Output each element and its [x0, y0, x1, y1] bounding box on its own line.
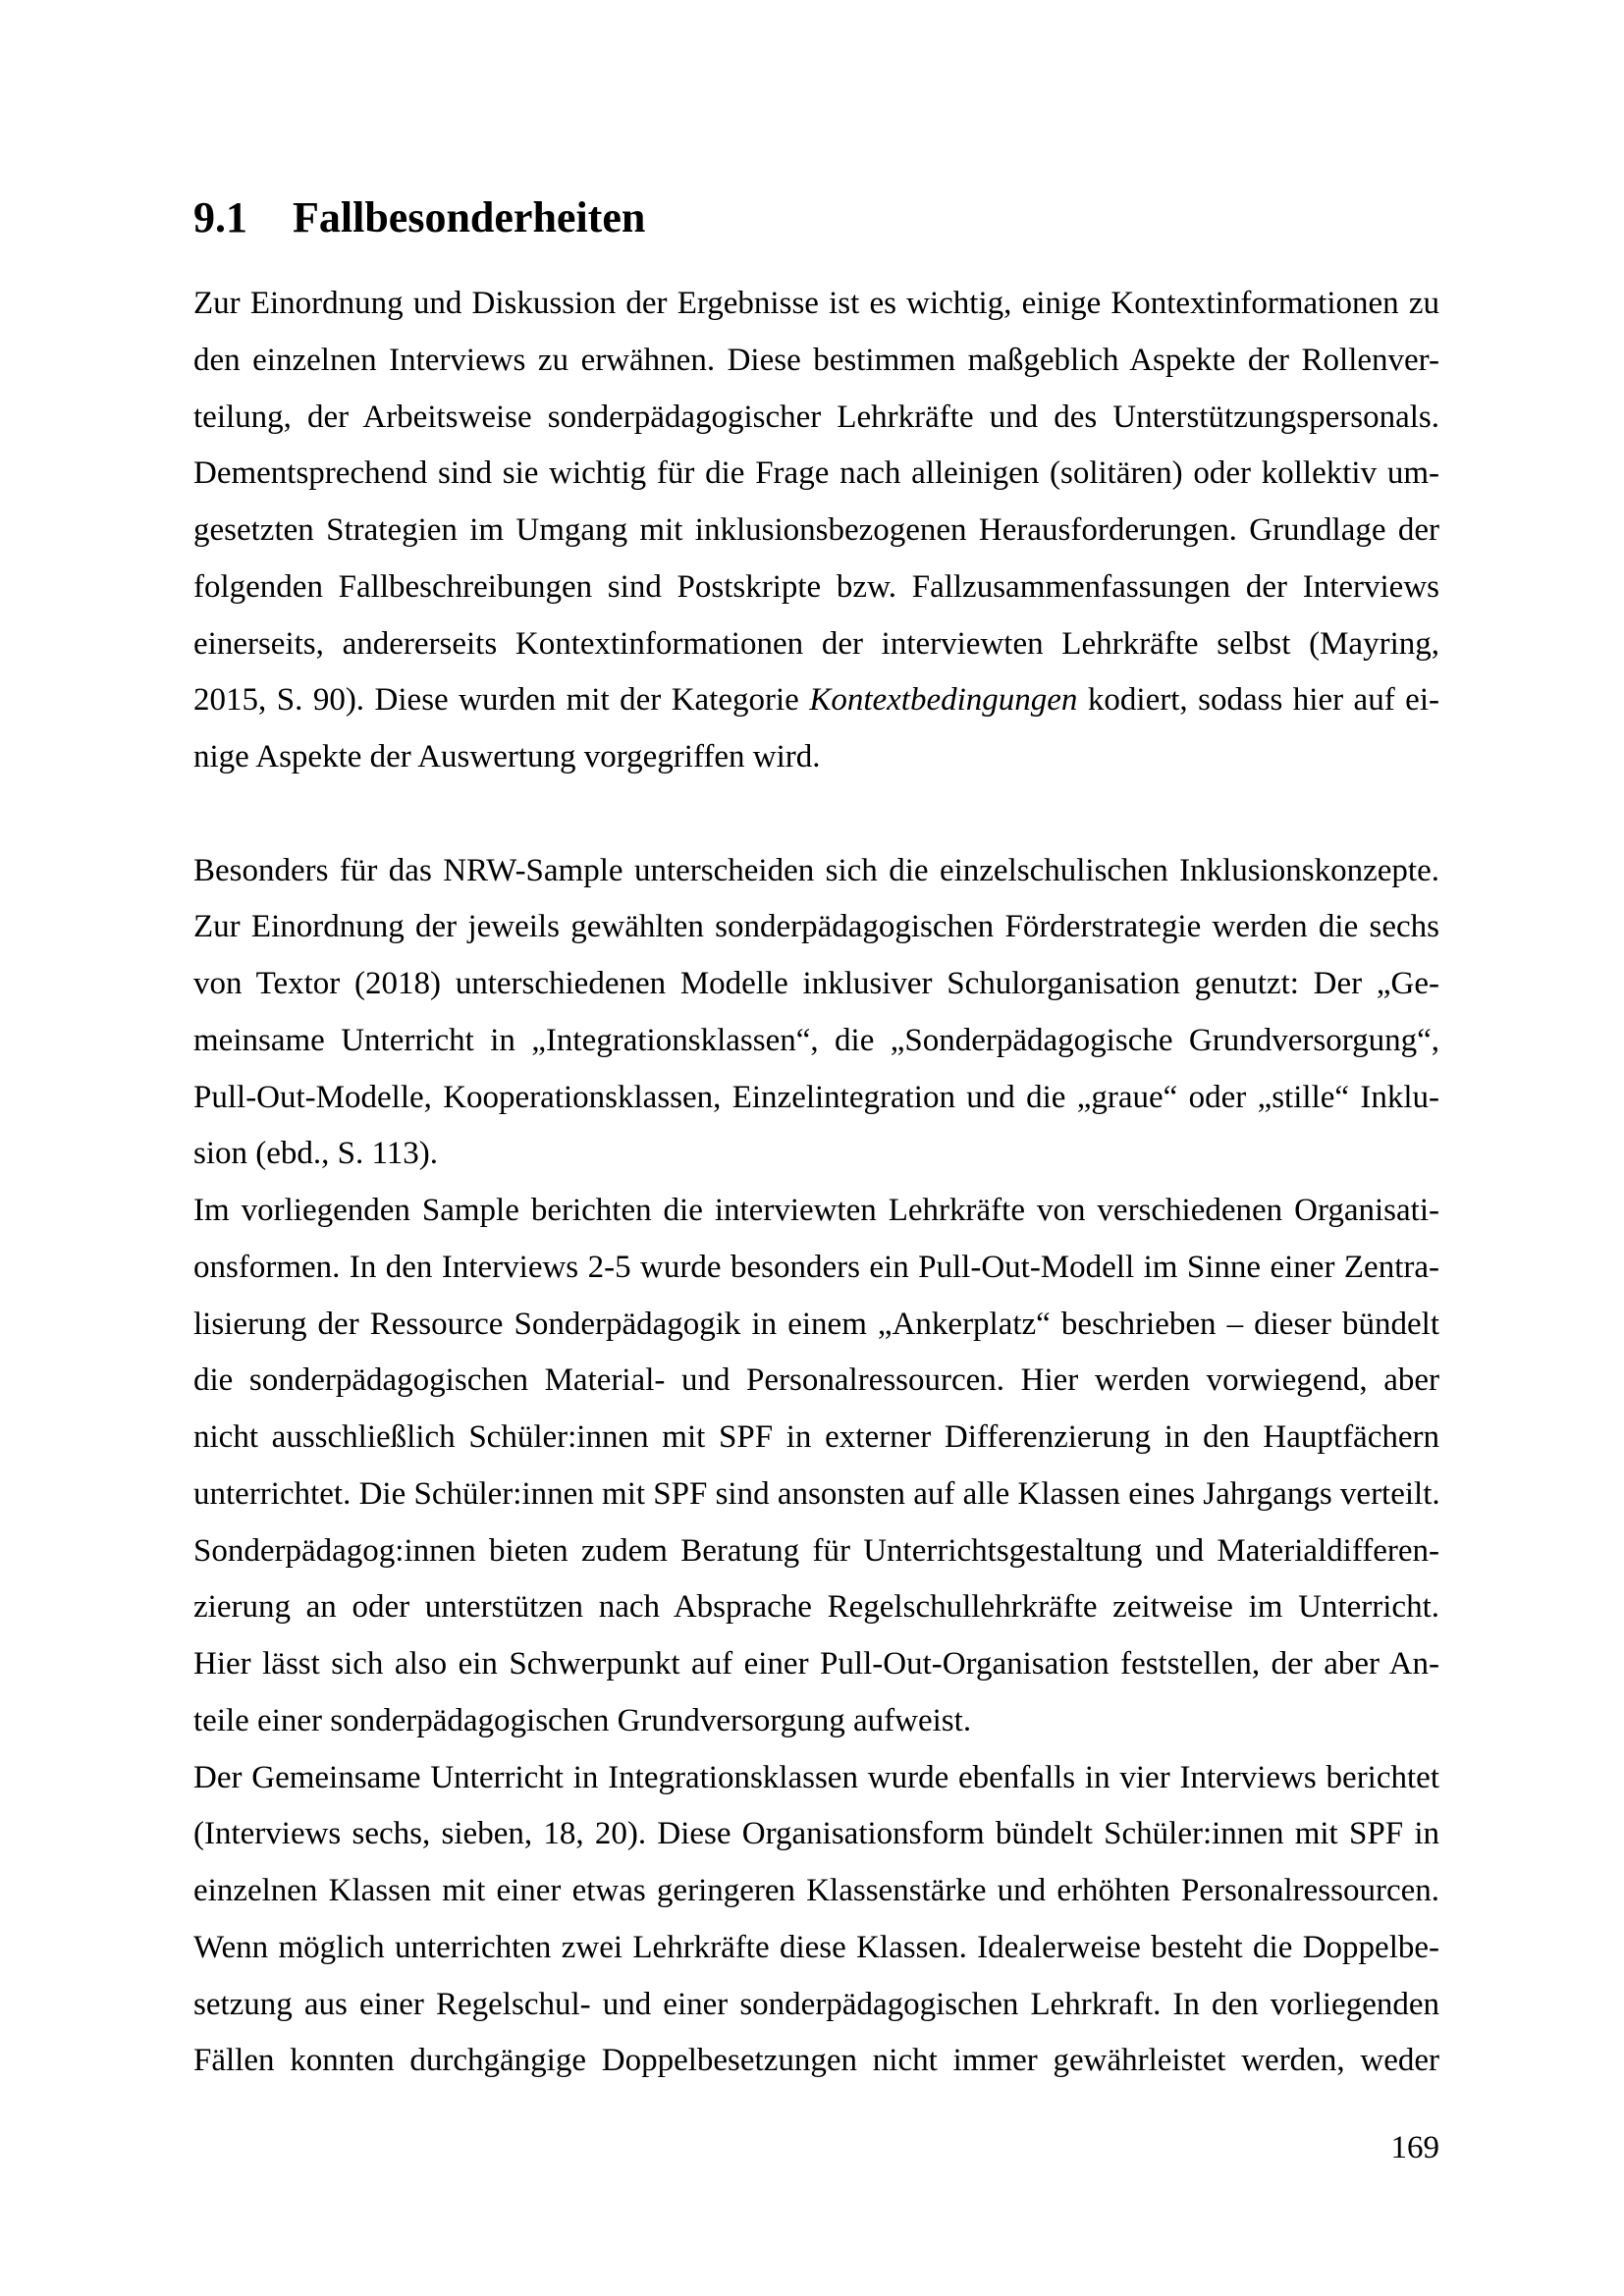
- section-title: Fallbesonderheiten: [293, 193, 646, 241]
- text-line: [193, 276, 1439, 333]
- text-run: Zur Einordnung der jeweils gewählten sonderpädagogischen Förderstrategie werden die sechs: [193, 909, 1439, 945]
- text-line: [193, 1750, 1439, 1807]
- text-line: [193, 1806, 1439, 1863]
- text-run: die sonderpädagogischen Material- und Personalressourcen. Hier werden vorwiegend, aber: [193, 1362, 1439, 1399]
- paragraph: [193, 843, 1439, 1184]
- page-number: 169: [1390, 2130, 1439, 2165]
- text-line: [193, 1240, 1439, 1297]
- text-line: [193, 1523, 1439, 1580]
- text-run: einerseits, andererseits Kontextinformationen der interviewten Lehrkräfte selbst (Mayring,: [193, 625, 1439, 662]
- paragraph-spacer: [193, 786, 1439, 843]
- text-line: [193, 672, 1439, 729]
- text-line: [193, 1693, 1439, 1750]
- text-line: [193, 729, 1439, 786]
- text-run: onsformen. In den Interviews 2-5 wurde besonders ein Pull-Out-Modell im Sinne einer Zentra-: [193, 1249, 1439, 1285]
- text-line: [193, 390, 1439, 447]
- text-line: [193, 1920, 1439, 1977]
- text-line: [193, 503, 1439, 560]
- text-run: setzung aus einer Regelschul- und einer sonderpädagogischen Lehrkraft. In den vorliegenden: [193, 1986, 1439, 2022]
- section-number: 9.1: [193, 193, 247, 241]
- text-run: Hier lässt sich also ein Schwerpunkt auf einer Pull-Out-Organisation feststellen, der aber An-: [193, 1646, 1439, 1682]
- text-run: meinsame Unterricht in „Integrationsklassen“, die „Sonderpädagogische Grundversorgung“,: [193, 1022, 1439, 1058]
- paragraph: [193, 276, 1439, 786]
- text-run: sion (ebd., S. 113).: [193, 1136, 439, 1172]
- text-line: [193, 1126, 1439, 1183]
- text-line: [193, 1070, 1439, 1127]
- text-run: unterrichtet. Die Schüler:innen mit SPF sind ansonsten auf alle Klassen eines Jahrgangs verteilt.: [193, 1475, 1440, 1512]
- text-run: 2015, S. 90). Diese wurden mit der Kategorie: [193, 682, 810, 719]
- text-line: [193, 1297, 1439, 1354]
- text-line: [193, 1863, 1439, 1920]
- italic-term: Kontextbedingungen: [809, 682, 1078, 719]
- text-run: lisierung der Ressource Sonderpädagogik in einem „Ankerplatz“ beschrieben – dieser bündelt: [193, 1306, 1439, 1342]
- text-line: [193, 560, 1439, 616]
- text-line: [193, 616, 1439, 673]
- text-run: Dementsprechend sind sie wichtig für die Frage nach alleinigen (solitären) oder kollektiv um-: [193, 455, 1439, 492]
- text-line: [193, 843, 1439, 900]
- text-run: Wenn möglich unterrichten zwei Lehrkräfte diese Klassen. Idealerweise besteht die Doppelbe-: [193, 1929, 1439, 1965]
- text-line: [193, 1977, 1439, 2034]
- text-line: [193, 1183, 1439, 1240]
- text-line: [193, 333, 1439, 390]
- paragraph: [193, 1183, 1439, 1750]
- text-line: [193, 1579, 1439, 1636]
- text-run: teilung, der Arbeitsweise sonderpädagogischer Lehrkräfte und des Unterstützungspersonals.: [193, 399, 1439, 435]
- text-run: Fällen konnten durchgängige Doppelbesetzungen nicht immer gewährleistet werden, weder: [193, 2043, 1439, 2079]
- text-run: teile einer sonderpädagogischen Grundversorgung aufweist.: [193, 1702, 972, 1738]
- body-text: [193, 276, 1439, 2090]
- text-line: [193, 899, 1439, 956]
- section-heading: [193, 192, 645, 242]
- text-run: den einzelnen Interviews zu erwähnen. Diese bestimmen maßgeblich Aspekte der Rollenver-: [193, 342, 1439, 378]
- text-run: nicht ausschließlich Schüler:innen mit SPF in externer Differenzierung in den Hauptfächern: [193, 1419, 1439, 1455]
- text-run: von Textor (2018) unterschiedenen Modelle inklusiver Schulorganisation genutzt: Der „Ge-: [193, 966, 1439, 1001]
- text-run: Besonders für das NRW-Sample unterscheiden sich die einzelschulischen Inklusionskonzepte.: [193, 852, 1439, 888]
- text-run: zierung an oder unterstützen nach Absprache Regelschullehrkräfte zeitweise im Unterricht.: [193, 1589, 1439, 1626]
- text-line: [193, 2033, 1439, 2090]
- text-run: Der Gemeinsame Unterricht in Integrationsklassen wurde ebenfalls in vier Interviews berichtet: [193, 1759, 1439, 1795]
- text-run: Sonderpädagog:innen bieten zudem Beratung für Unterrichtsgestaltung und Materialdifferen-: [193, 1532, 1439, 1569]
- text-run: kodiert, sodass hier auf ei-: [1077, 682, 1439, 719]
- text-line: [193, 1636, 1439, 1693]
- text-line: [193, 956, 1439, 1013]
- text-line: [193, 1353, 1439, 1410]
- text-run: Pull-Out-Modelle, Kooperationsklassen, Einzelintegration und die „graue“ oder „stille“ Inklu-: [193, 1079, 1439, 1115]
- text-run: folgenden Fallbeschreibungen sind Postskripte bzw. Fallzusammenfassungen der Interviews: [193, 568, 1439, 605]
- text-line: [193, 1410, 1439, 1467]
- text-run: Zur Einordnung und Diskussion der Ergebnisse ist es wichtig, einige Kontextinformationen zu: [193, 286, 1439, 321]
- paragraph: [193, 1750, 1439, 2091]
- text-run: (Interviews sechs, sieben, 18, 20). Diese Organisationsform bündelt Schüler:innen mit SPF in: [193, 1816, 1439, 1852]
- text-line: [193, 1467, 1439, 1523]
- text-run: Im vorliegenden Sample berichten die interviewten Lehrkräfte von verschiedenen Organisati-: [193, 1193, 1439, 1228]
- text-run: gesetzten Strategien im Umgang mit inklusionsbezogenen Herausforderungen. Grundlage der: [193, 512, 1439, 548]
- text-run: nige Aspekte der Auswertung vorgegriffen wird.: [193, 739, 821, 774]
- text-line: [193, 446, 1439, 503]
- text-line: [193, 1013, 1439, 1070]
- text-run: einzelnen Klassen mit einer etwas geringeren Klassenstärke und erhöhten Personalressourcen.: [193, 1873, 1439, 1908]
